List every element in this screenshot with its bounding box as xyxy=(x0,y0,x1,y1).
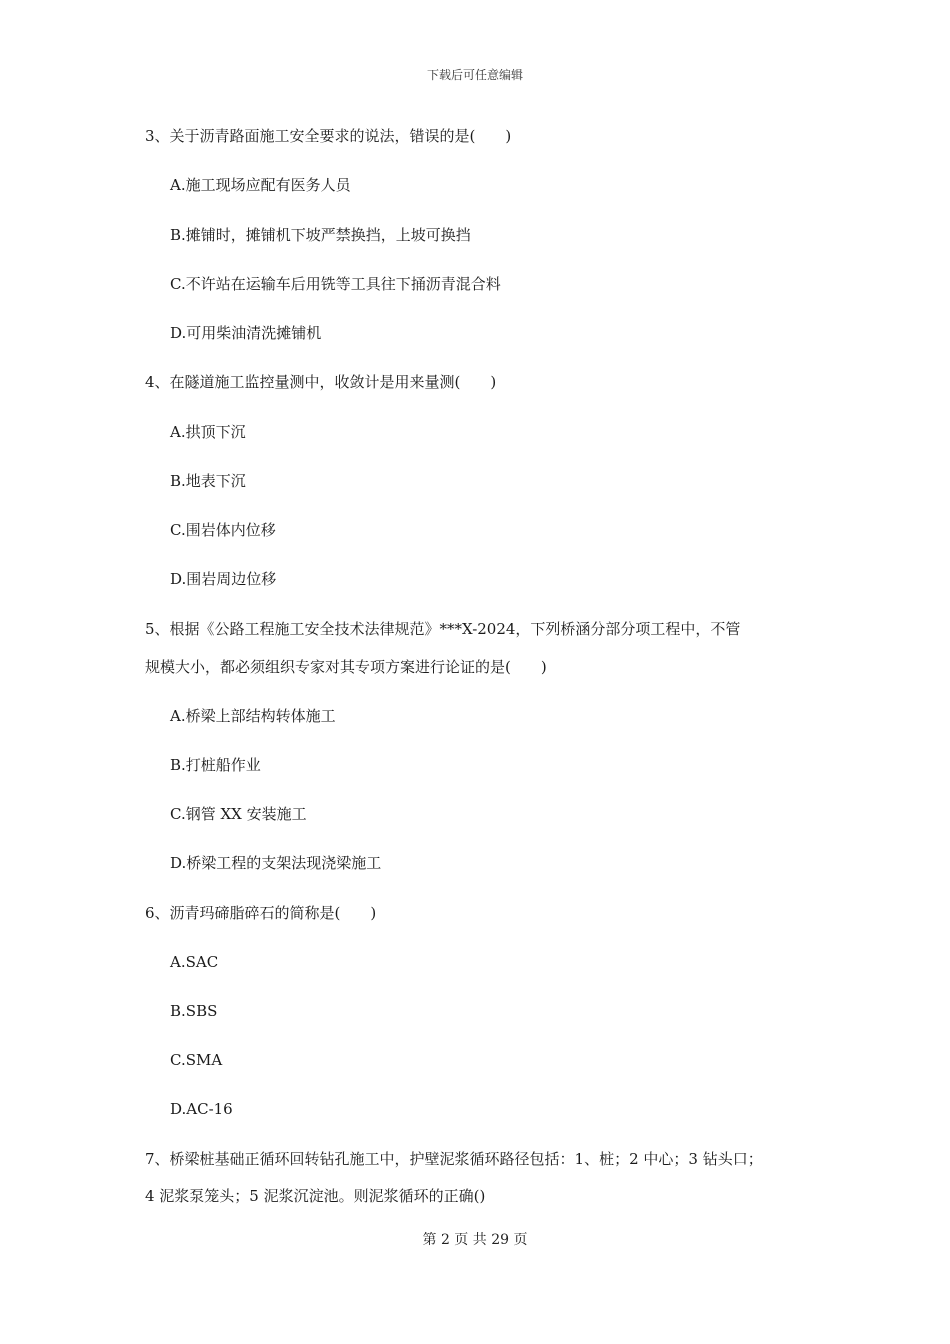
question-4-option-b: B.地表下沉 xyxy=(170,472,246,490)
question-7-text-line-1: 7、桥梁桩基础正循环回转钻孔施工中，护壁泥浆循环路径包括：1、桩；2 中心；3 钻头口； xyxy=(145,1150,763,1168)
question-7-text-line-2: 4 泥浆泵笼头；5 泥浆沉淀池。则泥浆循环的正确() xyxy=(145,1187,486,1205)
question-4-option-a: A.拱顶下沉 xyxy=(170,423,246,441)
question-6-text: 6、沥青玛碲脂碎石的简称是( ) xyxy=(145,904,377,922)
page-footer: 第 2 页 共 29 页 xyxy=(422,1232,528,1248)
question-3-option-d: D.可用柴油清洗摊铺机 xyxy=(170,324,322,342)
question-5-option-c: C.钢管 XX 安装施工 xyxy=(170,805,307,823)
question-3-option-b: B.摊铺时，摊铺机下坡严禁换挡，上坡可换挡 xyxy=(170,226,471,244)
question-4-option-d: D.围岩周边位移 xyxy=(170,570,277,588)
question-6-option-a: A.SAC xyxy=(170,953,219,971)
question-5-text-line-1: 5、根据《公路工程施工安全技术法律规范》***X-2024，下列桥涵分部分项工程中，不管 xyxy=(145,620,741,638)
page-header: 下载后可任意编辑 xyxy=(426,68,523,82)
question-4-option-c: C.围岩体内位移 xyxy=(170,521,276,539)
question-5-option-d: D.桥梁工程的支架法现浇梁施工 xyxy=(170,854,382,872)
question-5-text-line-2: 规模大小，都必须组织专家对其专项方案进行论证的是( ) xyxy=(145,658,547,676)
question-6-option-c: C.SMA xyxy=(170,1051,223,1069)
question-3-text: 3、关于沥青路面施工安全要求的说法，错误的是( ) xyxy=(145,127,512,145)
question-6-option-d: D.AC-16 xyxy=(170,1100,233,1118)
question-3-option-c: C.不许站在运输车后用铣等工具往下捅沥青混合料 xyxy=(170,275,501,293)
question-4-text: 4、在隧道施工监控量测中，收敛计是用来量测( ) xyxy=(145,373,497,391)
question-6-option-b: B.SBS xyxy=(170,1002,218,1020)
question-3-option-a: A.施工现场应配有医务人员 xyxy=(170,176,351,194)
question-5-option-a: A.桥梁上部结构转体施工 xyxy=(170,707,336,725)
question-5-option-b: B.打桩船作业 xyxy=(170,756,261,774)
